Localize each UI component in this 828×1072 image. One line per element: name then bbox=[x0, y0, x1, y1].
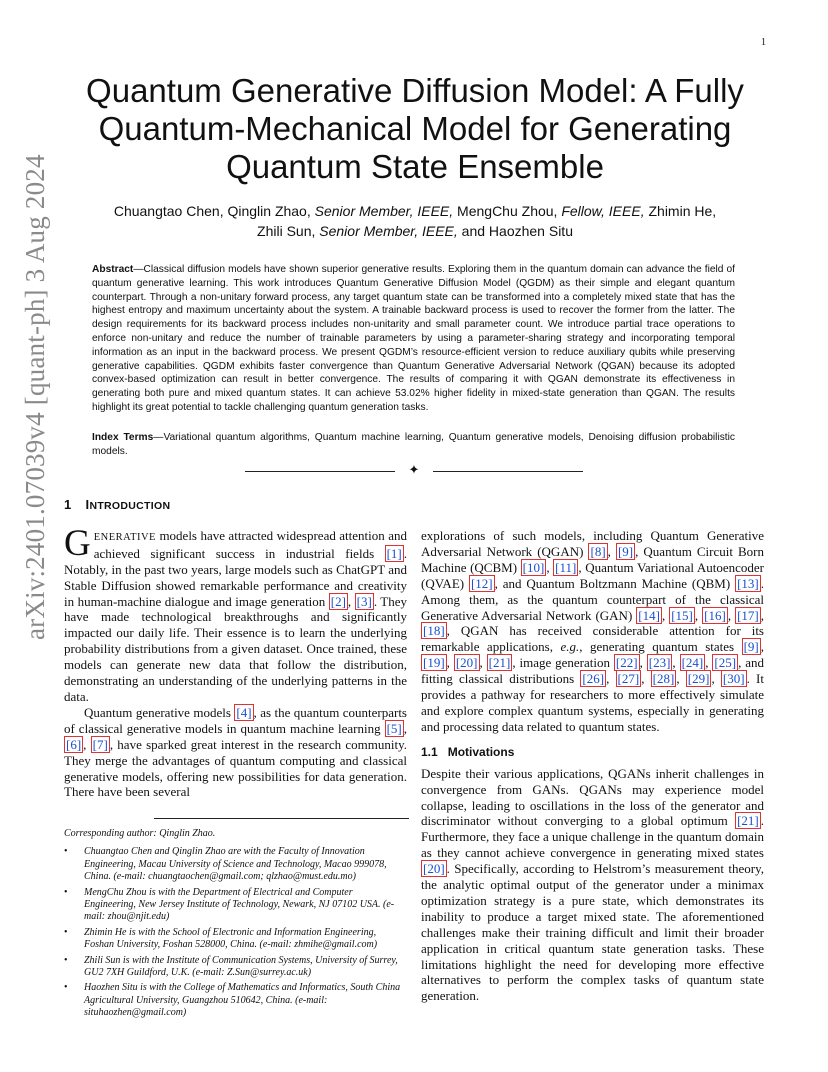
body-text: , Quantum Circuit Born Machine (QCBM) bbox=[421, 543, 764, 575]
divider-line-left bbox=[245, 471, 395, 472]
section-title-initial: I bbox=[85, 497, 90, 512]
affiliation-text: Zhimin He is with the School of Electronic and Information Engineering, Foshan University, Foshan 528000, China. (e-mail: zhmihe@gmail.com) bbox=[84, 926, 378, 951]
author-names: and Haozhen Situ bbox=[457, 223, 573, 239]
paper-title: Quantum Generative Diffusion Model: A Fully Quantum-Mechanical Model for Generating Quantum State Ensemble bbox=[86, 72, 744, 185]
citation-link[interactable]: [23] bbox=[648, 655, 671, 671]
author-line-1 bbox=[80, 201, 750, 221]
body-text: , bbox=[705, 655, 713, 671]
citation-link[interactable]: [26] bbox=[582, 671, 605, 687]
body-text: , Quantum Variational Autoencoder (QVAE) bbox=[421, 559, 765, 591]
abstract-text: —Classical diffusion models have shown superior generative results. Exploring them in the quantum domain can advance the field of quantum generative learning. This work introduces Quantum Generative Diffusion Model (QGDM) as their simple and elegant quantum counterpart. Through a non-unitary forward process, any target quantum state can be transformed into a completely mixed state that has the highest entropy and maximum uncertainty about the system. A trainable backward process is used to recover the former from the latter. The design requirements for its backward process includes non-unitarity and small parameter count. We introduce partial trace operations to enforce non-unitary and reduce the number of trainable parameters by using a parameter-sharing strategy and incorporating temporal information as an input in the backward process. We present QGDM’s resource-efficient version to reduce auxiliary qubits while preserving generative capabilities. QGDM exhibits faster convergence than Quantum Generative Adversarial Network (QGAN) because its adopted convex-based optimization can result in better convergence. The results of comparing it with QGAN demonstrate its effectiveness in generating both pure and mixed quantum states. It can achieve 53.02% higher fidelity in mixed-state generation than QGAN. The results highlight its great potential to tackle challenging quantum generation tasks. bbox=[92, 264, 735, 413]
body-text: . Specifically, according to Helstrom’s measurement theory, the analytic optimal output of the generator under a minimax optimization strategy is a pure state, which demonstrates its inability to produce a target mixed state. The aforementioned challenges make their training difficult and limit their broader application in critical quantum state generation tasks. These limitations highlight the need for developing more effective alternatives to perform the complex tasks of quantum state generation. bbox=[421, 861, 764, 1004]
body-text: , bbox=[347, 593, 355, 609]
corresponding-author: Corresponding author: Qinglin Zhao. bbox=[64, 828, 216, 839]
body-text: , bbox=[661, 607, 670, 623]
affiliation-text: MengChu Zhou is with the Department of Electrical and Computer Engineering, New Jersey Institute of Technology, Newark, NJ 07102 USA. (e-mail: zhou@njit.edu) bbox=[84, 886, 395, 923]
body-text: , bbox=[711, 671, 721, 687]
body-text: Despite their various applications, QGANs inherit challenges in convergence from GANs. QGANs may experience model collapse, leading to oscillations in the loss of the generator and discriminator without converging to a global optimum bbox=[421, 765, 764, 829]
citation-link[interactable]: [21] bbox=[488, 655, 511, 671]
citation-link[interactable]: [10] bbox=[522, 559, 545, 575]
author-names: MengChu Zhou, bbox=[453, 203, 562, 219]
subsection-heading-motivations bbox=[421, 745, 764, 761]
citation-link[interactable]: [11] bbox=[555, 559, 577, 575]
author-title: Senior Member, IEEE, bbox=[314, 203, 454, 219]
body-text: , bbox=[546, 559, 554, 575]
body-text: . It provides a pathway for researchers to more effectively simulate and explore complex quantum systems, especially in generating and processing data related to quantum states. bbox=[421, 671, 764, 734]
citation-link[interactable]: [21] bbox=[737, 813, 759, 829]
citation-link[interactable]: [2] bbox=[330, 593, 346, 609]
citation-link[interactable]: [12] bbox=[470, 575, 493, 591]
author-line-2 bbox=[80, 221, 750, 241]
body-text: , bbox=[672, 655, 680, 671]
citation-link[interactable]: [13] bbox=[737, 575, 759, 591]
affiliation-list bbox=[64, 846, 407, 1019]
index-terms bbox=[92, 431, 735, 459]
abstract bbox=[92, 263, 735, 415]
citation-link[interactable]: [3] bbox=[356, 593, 372, 609]
body-text: , bbox=[639, 655, 647, 671]
body-text: , bbox=[694, 607, 703, 623]
bullet-icon: • bbox=[64, 886, 68, 898]
index-terms-label: Index Terms bbox=[92, 432, 154, 443]
citation-link[interactable]: [4] bbox=[236, 704, 252, 720]
intro-paragraph-2 bbox=[64, 705, 407, 800]
affiliation-text: Haozhen Situ is with the College of Mathematics and Informatics, South China Agricultural University, Guangzhou 510642, China. (e-mail: situhaozhen@gmail.com) bbox=[84, 982, 401, 1019]
body-text: Quantum generative models bbox=[84, 704, 235, 720]
citation-link[interactable]: [24] bbox=[681, 655, 704, 671]
author-list bbox=[80, 201, 750, 241]
citation-link[interactable]: [14] bbox=[638, 607, 660, 623]
citation-link[interactable]: [8] bbox=[590, 543, 606, 559]
section-heading-introduction bbox=[64, 497, 407, 515]
affiliation-text: Zhili Sun is with the Institute of Communication Systems, University of Surrey, GU2 7XH Guildford, U.K. (e-mail: Z.Sun@surrey.ac.uk) bbox=[84, 954, 398, 979]
body-text: explorations of such models, including Quantum Generative Adversarial Network (QGAN) bbox=[421, 528, 764, 559]
right-column bbox=[421, 528, 764, 1004]
body-text: , bbox=[641, 671, 651, 687]
arxiv-identifier-stamp[interactable]: arXiv:2401.07039v4 [quant-ph] 3 Aug 2024 bbox=[20, 154, 50, 640]
author-names: Zhili Sun, bbox=[257, 223, 320, 239]
bullet-icon: • bbox=[64, 954, 68, 966]
affiliation-item bbox=[64, 955, 407, 980]
citation-link[interactable]: [25] bbox=[714, 655, 737, 671]
section-divider bbox=[245, 464, 583, 478]
body-text: , and fitting classical distributions bbox=[421, 655, 765, 687]
body-text: , as the quantum counterparts of classical generative models in quantum machine learning bbox=[64, 704, 407, 736]
body-text: . Notably, in the past two years, large models such as ChatGPT and Stable Diffusion showed remarkable performance and creativity in human-machine dialogue and image generation bbox=[64, 545, 407, 609]
motivations-paragraph bbox=[421, 766, 764, 1005]
citation-link[interactable]: [18] bbox=[423, 623, 445, 639]
body-text: , bbox=[607, 543, 616, 559]
subsection-number: 1.1 bbox=[421, 744, 438, 759]
body-text: , QGAN has received considerable attention for its remarkable applications, bbox=[421, 623, 764, 655]
citation-link[interactable]: [29] bbox=[687, 671, 710, 687]
footnote-rule bbox=[154, 818, 409, 819]
subsection-title: Motivations bbox=[447, 744, 515, 759]
body-text: , image generation bbox=[512, 655, 614, 671]
citation-link[interactable]: [17] bbox=[737, 607, 759, 623]
affiliation-item bbox=[64, 846, 407, 883]
citation-link[interactable]: [22] bbox=[615, 655, 638, 671]
body-text: , bbox=[606, 671, 616, 687]
body-text: . Furthermore, they face a unique challenge in the quantum domain as they cannot achieve convergence in generating mixed states bbox=[421, 813, 764, 861]
body-text: , bbox=[727, 607, 736, 623]
body-text: , bbox=[83, 736, 91, 752]
citation-link[interactable]: [30] bbox=[722, 671, 745, 687]
citation-link[interactable]: [6] bbox=[66, 736, 82, 752]
body-text: , bbox=[676, 671, 686, 687]
body-text: , and Quantum Boltzmann Machine (QBM) bbox=[494, 575, 736, 591]
body-text: models have attracted widespread attention and achieved significant success in industrial fields bbox=[93, 527, 407, 561]
bullet-icon: • bbox=[64, 846, 68, 858]
body-text: . They have made technological breakthroughs and significantly impacted our daily life. Their essence is to learn the underlying probability distributions from a given dataset. Once trained, these models can generate new data that follow the distribution, demonstrating an understanding of the underlying patterns in the data. bbox=[64, 593, 407, 704]
affiliation-text: Chuangtao Chen and Qinglin Zhao are with the Faculty of Innovation Engineering, Macau University of Science and Technology, Macao 999078, China. (e-mail: chuangtaochen@gmail.com; qlzhao@must.edu.mo) bbox=[84, 846, 387, 883]
intro-paragraph-3 bbox=[421, 528, 764, 735]
affiliation-item bbox=[64, 982, 407, 1019]
left-column bbox=[64, 497, 407, 800]
author-title: Fellow, IEEE, bbox=[561, 203, 645, 219]
divider-line-right bbox=[433, 471, 583, 472]
emphasis-text: e.g. bbox=[560, 639, 580, 655]
author-names: Chuangtao Chen, Qinglin Zhao, bbox=[113, 203, 315, 219]
citation-link[interactable]: [19] bbox=[423, 655, 445, 671]
citation-link[interactable]: [16] bbox=[704, 607, 726, 623]
body-text: . Among them, as the quantum counterpart of the classical Generative Adversarial Network (GAN) bbox=[421, 575, 764, 623]
citation-link[interactable]: [9] bbox=[743, 639, 759, 655]
citation-link[interactable]: [28] bbox=[652, 671, 675, 687]
author-title: Senior Member, IEEE, bbox=[319, 223, 458, 239]
body-text: , bbox=[760, 607, 765, 623]
citation-link[interactable]: [15] bbox=[671, 607, 693, 623]
drop-cap: G bbox=[64, 522, 91, 564]
page-number: 1 bbox=[761, 37, 766, 48]
citation-link[interactable]: [7] bbox=[92, 736, 108, 752]
index-terms-text: —Variational quantum algorithms, Quantum machine learning, Quantum generative models, Denoising diffusion probabilistic models. bbox=[92, 432, 735, 457]
divider-star-icon: ✦ bbox=[408, 462, 420, 477]
affiliation-item bbox=[64, 887, 407, 924]
section-title-rest: NTRODUCTION bbox=[89, 500, 171, 512]
body-text: , generating quantum states bbox=[579, 639, 742, 655]
citation-link[interactable]: [9] bbox=[617, 543, 634, 559]
body-text: , bbox=[403, 720, 407, 736]
bullet-icon: • bbox=[64, 982, 68, 994]
body-text: , bbox=[760, 639, 764, 655]
citation-link[interactable]: [20] bbox=[455, 655, 478, 671]
section-number: 1 bbox=[64, 497, 72, 512]
citation-link[interactable]: [27] bbox=[617, 671, 640, 687]
citation-link[interactable]: [1] bbox=[386, 545, 402, 561]
intro-paragraph-1 bbox=[64, 522, 407, 705]
abstract-label: Abstract bbox=[92, 264, 134, 275]
body-text: , bbox=[446, 655, 454, 671]
body-text: , have sparked great interest in the research community. They merge the advantages of quantum computing and classical generative models, offering new possibilities for data generation. There have been several bbox=[64, 736, 407, 800]
author-names: Zhimin He, bbox=[644, 203, 717, 219]
citation-link[interactable]: [5] bbox=[386, 720, 402, 736]
small-caps-word: ENERATIVE bbox=[93, 531, 156, 543]
citation-link[interactable]: [20] bbox=[423, 861, 445, 877]
body-text: , bbox=[479, 655, 487, 671]
bullet-icon: • bbox=[64, 926, 68, 938]
footnotes bbox=[64, 818, 407, 1023]
affiliation-item bbox=[64, 927, 407, 952]
